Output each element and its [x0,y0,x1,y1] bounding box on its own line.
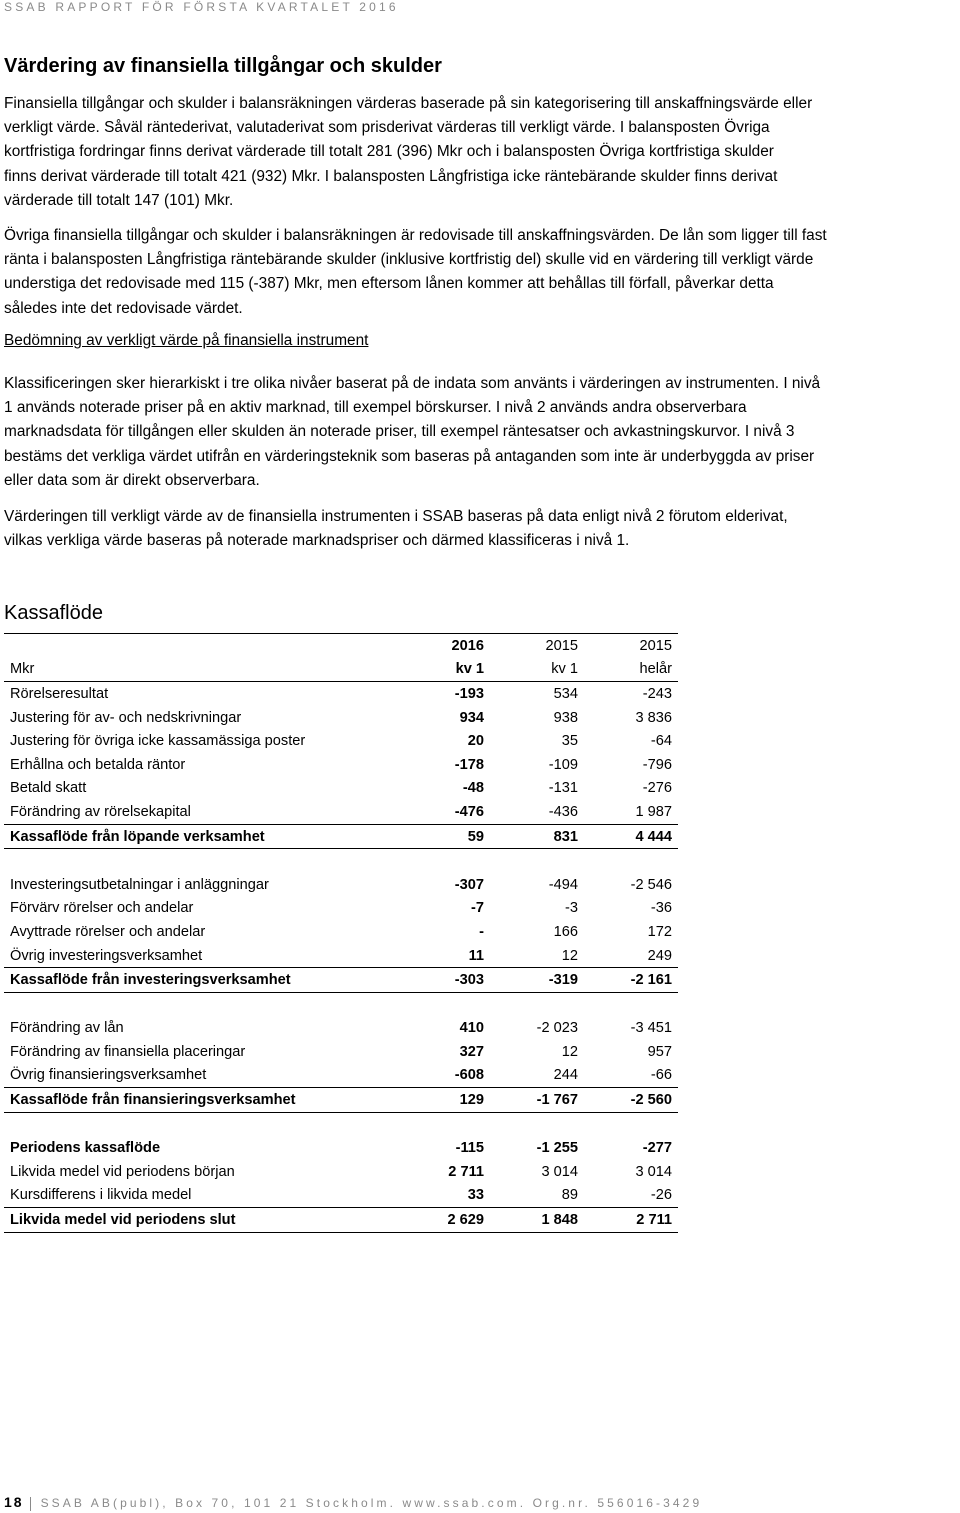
column-year: 2015 [584,634,678,658]
subheading-fair-value-assessment: Bedömning av verkligt värde på finansiella instrument [4,332,369,349]
row-label: Kassaflöde från finansieringsverksamhet [4,1088,396,1113]
subtotal-row [4,968,678,993]
table-row [4,920,678,944]
table-row [4,682,678,706]
table-row [4,753,678,777]
text-line: ränta i balansposten Långfristiga räntebärande skulder (inklusive kortfristig del) skulle vid en värdering till verkligt värde [4,251,814,269]
text-line: Finansiella tillgångar och skulder i balansräkningen värderas baserade på sin kategorisering till anskaffningsvärde eller [4,95,813,112]
column-period: kv 1 [490,658,584,682]
row-value: 327 [459,1043,484,1060]
row-label: Övrig finansieringsverksamhet [10,1067,207,1084]
table-row [4,777,678,801]
text-line: understiga det redovisade med 115 (-387) Mkr, men eftersom lånen kommer att behållas till förfall, påverkar detta [4,275,774,293]
row-value: -178 [454,756,484,773]
level-valuation-paragraph [4,505,959,553]
running-header: SSAB RAPPORT FÖR FÖRSTA KVARTALET 2016 [4,0,399,14]
table-row [4,800,678,824]
row-value: 938 [553,709,578,726]
section-title-cashflow: Kassaflöde [4,602,103,624]
row-value: -48 [462,780,484,797]
page-footer [4,1494,702,1511]
footer-company-line: SSAB AB(publ), Box 70, 101 21 Stockholm. www.ssab.com. Org.nr. 556016-3429 [40,1496,703,1510]
row-label: Förändring av lån [10,1020,124,1037]
text-line: vilkas verkliga värde baseras på noterade marknadspriser och därmed klassificeras i nivå 1. [4,532,630,550]
row-value: -64 [650,733,672,750]
row-value: -277 [642,1140,672,1157]
row-value: 2 711 [584,1208,678,1233]
row-value: 129 [396,1088,490,1113]
row-value: -243 [642,685,672,702]
row-label: Avyttrade rörelser och andelar [10,923,206,940]
column-year: 2016 [396,634,490,658]
row-label: Rörelseresultat [10,685,109,702]
row-value: -26 [650,1187,672,1204]
row-value: -1 767 [490,1088,584,1113]
row-label: Förändring av finansiella placeringar [10,1043,246,1060]
row-value: 89 [561,1187,578,1204]
page-number: 18 [4,1494,24,1510]
row-label: Övrig investeringsverksamhet [10,947,203,964]
row-value: 2 629 [396,1208,490,1233]
row-value: -66 [650,1067,672,1084]
row-value: -2 161 [584,968,678,993]
column-period: kv 1 [396,658,490,682]
table-row [4,1184,678,1208]
row-value: -608 [454,1067,484,1084]
cashflow-table [4,633,678,1233]
text-line: eller data som är direkt observerbara. [4,471,260,489]
cashflow-table-body [4,682,678,1233]
text-line: 1 används noterade priser på en aktiv marknad, till exempel börskurser. I nivå 2 används andra observerbara [4,399,747,417]
row-value: -36 [650,900,672,917]
row-value: -436 [548,803,578,820]
row-value: -307 [454,876,484,893]
row-value: 534 [553,685,578,702]
row-value: 3 014 [635,1163,672,1180]
spacer-row [4,992,678,1016]
subtotal-row [4,1088,678,1113]
table-row [4,706,678,730]
row-value: -109 [548,756,578,773]
text-line: således inte det redovisade värdet. [4,299,243,317]
row-value: 934 [459,709,484,726]
row-value: 1 848 [490,1208,584,1233]
table-row [4,897,678,921]
row-value: -1 255 [536,1140,578,1157]
total-row [4,1208,678,1233]
row-value: 3 014 [541,1163,578,1180]
row-value: -2 546 [630,876,672,893]
text-line: värderade till totalt 147 (101) Mkr. [4,191,234,209]
row-value: -2 023 [536,1020,578,1037]
row-value: 35 [561,733,578,750]
row-value: 166 [553,923,578,940]
row-value: 33 [467,1187,484,1204]
row-value: 20 [467,733,484,750]
row-label: Förvärv rörelser och andelar [10,900,194,917]
row-label: Likvida medel vid periodens början [10,1163,235,1180]
row-label: Likvida medel vid periodens slut [4,1208,396,1233]
row-value: -494 [548,876,578,893]
text-line: finns derivat värderade till totalt 421 (932) Mkr. I balansposten Långfristiga icke räntebärande skulder finns derivat [4,167,778,185]
table-row [4,729,678,753]
text-line: Värderingen till verkligt värde av de finansiella instrumenten i SSAB baseras på data enligt nivå 2 förutom elderivat, [4,508,788,525]
row-value: -476 [454,803,484,820]
spacer-row [4,1112,678,1136]
unit-label: Mkr [4,658,396,682]
table-row [4,1040,678,1064]
text-line: Övriga finansiella tillgångar och skulder i balansräkningen är redovisade till anskaffningsvärden. De lån som ligger till fast [4,227,827,244]
row-label: Kassaflöde från löpande verksamhet [4,824,396,849]
row-label: Betald skatt [10,780,87,797]
row-value: 12 [561,1043,578,1060]
table-row [4,944,678,968]
row-value: -131 [548,780,578,797]
text-line: verkligt värde. Såväl räntederivat, valutaderivat som prisderivat värderas till verkligt värde. I balansposten Övriga [4,119,770,137]
valuation-paragraph-1 [4,92,959,213]
table-row [4,1160,678,1184]
row-value: -276 [642,780,672,797]
row-value: 12 [561,947,578,964]
row-value: -303 [396,968,490,993]
row-label: Kursdifferens i likvida medel [10,1187,192,1204]
column-period: helår [584,658,678,682]
row-label: Justering för av- och nedskrivningar [10,709,242,726]
table-header-row [4,658,678,682]
row-value: 172 [647,923,672,940]
valuation-paragraph-2 [4,224,959,321]
footer-divider [30,1497,31,1511]
section-title-valuation: Värdering av finansiella tillgångar och skulder [4,55,442,77]
table-header-row [4,634,678,658]
row-value: 244 [553,1067,578,1084]
row-value: -3 451 [630,1020,672,1037]
row-value: - [479,923,484,940]
row-value: -319 [490,968,584,993]
table-row [4,873,678,897]
column-year: 2015 [490,634,584,658]
table-row [4,1064,678,1088]
text-line: marknadsdata för tillgången eller skulden än noterade priser, till exempel räntesatser och avkastningskurvor. I nivå 3 [4,423,795,441]
row-value: 249 [647,947,672,964]
classification-paragraph [4,372,959,493]
row-value: 3 836 [635,709,672,726]
subtotal-row [4,1136,678,1160]
row-value: -7 [471,900,484,917]
row-value: -115 [455,1140,484,1157]
row-value: 1 987 [635,803,672,820]
spacer-row [4,849,678,873]
row-value: -3 [565,900,578,917]
row-value: 957 [647,1043,672,1060]
row-value: -193 [454,685,484,702]
row-value: 2 711 [448,1163,484,1180]
subtotal-row [4,824,678,849]
row-value: 410 [459,1020,484,1037]
text-line: bestäms det verkliga värdet utifrån en värderingsteknik som baseras på antaganden som inte är underbyggda av priser [4,447,815,465]
text-line: Klassificeringen sker hierarkiskt i tre olika nivåer baserat på de indata som använts i värderingen av instrumenten. I nivå [4,375,821,392]
row-label: Förändring av rörelsekapital [10,803,191,820]
row-label: Investeringsutbetalningar i anläggningar [10,876,269,893]
row-label: Kassaflöde från investeringsverksamhet [4,968,396,993]
row-value: 4 444 [584,824,678,849]
row-value: 11 [468,947,484,964]
row-label: Erhållna och betalda räntor [10,756,186,773]
text-line: kortfristiga fordringar finns derivat värderade till totalt 281 (396) Mkr och i balansposten Övriga kortfristiga skulder [4,143,774,161]
row-value: 831 [490,824,584,849]
row-value: 59 [396,824,490,849]
table-row [4,1017,678,1041]
row-value: -796 [642,756,672,773]
row-label: Justering för övriga icke kassamässiga poster [10,733,306,750]
row-label: Periodens kassaflöde [10,1140,161,1157]
row-value: -2 560 [584,1088,678,1113]
